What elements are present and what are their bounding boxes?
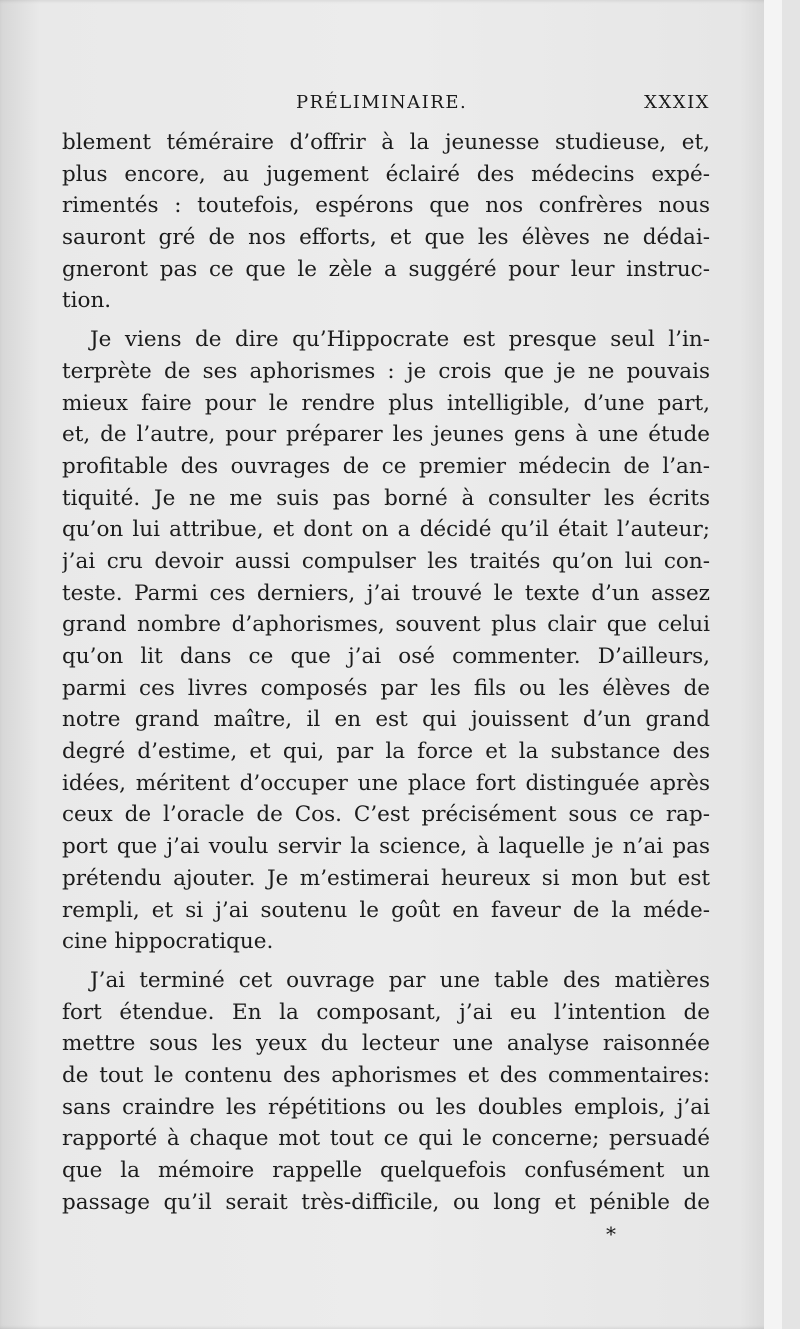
text-line: de tout le contenu des aphorismes et des commentaires:	[62, 1062, 710, 1088]
text-line: grand nombre d’aphorismes, souvent plus clair que celui	[62, 612, 710, 638]
paragraph-3	[62, 965, 710, 1219]
text-line: sauront gré de nos efforts, et que les élèves ne dédai-	[62, 225, 710, 251]
text-line: teste. Parmi ces derniers, j’ai trouvé le texte d’un assez	[62, 580, 710, 606]
text-line: cine hippocratique.	[62, 929, 274, 955]
text-line: terprète de ses aphorismes : je crois que je ne pouvais	[62, 358, 710, 384]
page-number: XXXIX	[644, 92, 710, 113]
text-line: Je viens de dire qu’Hippocrate est presque seul l’in-	[90, 327, 710, 353]
text-line: ceux de l’oracle de Cos. C’est précisément sous ce rap-	[62, 802, 710, 828]
text-line: passage qu’il serait très-difficile, ou long et pénible de	[62, 1189, 710, 1215]
text-line: degré d’estime, et qui, par la force et la substance des	[62, 739, 710, 765]
text-line: qu’on lui attribue, et dont on a décidé qu’il était l’auteur;	[62, 517, 710, 543]
text-line: gneront pas ce que le zèle a suggéré pour leur instruc-	[62, 256, 710, 282]
text-line: idées, méritent d’occuper une place fort distinguée après	[62, 770, 710, 796]
text-line: parmi ces livres composés par les fils ou les élèves de	[62, 675, 710, 701]
text-line: et, de l’autre, pour préparer les jeunes gens à une étude	[62, 422, 710, 448]
text-line: profitable des ouvrages de ce premier médecin de l’an-	[62, 453, 710, 479]
page-edge	[764, 0, 782, 1329]
text-line: blement téméraire d’offrir à la jeunesse studieuse, et,	[62, 130, 710, 155]
page-header	[62, 92, 710, 122]
text-line: rimentés : toutefois, espérons que nos confrères nous	[62, 193, 710, 219]
running-title: PRÉLIMINAIRE.	[296, 92, 468, 113]
paragraph-2	[62, 324, 710, 958]
paragraph-1	[62, 127, 710, 317]
body-text	[62, 127, 710, 1225]
text-line: port que j’ai voulu servir la science, à laquelle je n’ai pas	[62, 834, 710, 860]
signature-mark: *	[606, 1222, 616, 1246]
text-line: qu’on lit dans ce que j’ai osé commenter. D’ailleurs,	[62, 644, 710, 669]
text-line: mieux faire pour le rendre plus intelligible, d’une part,	[62, 390, 710, 416]
text-line: que la mémoire rappelle quelquefois confusément un	[62, 1158, 710, 1183]
text-line: j’ai cru devoir aussi compulser les traités qu’on lui con-	[62, 548, 710, 574]
text-line: tion.	[62, 288, 112, 314]
text-line: sans craindre les répétitions ou les doubles emplois, j’ai	[62, 1094, 710, 1120]
text-line: tiquité. Je ne me suis pas borné à consulter les écrits	[62, 485, 710, 511]
text-line: rapporté à chaque mot tout ce qui le concerne; persuadé	[62, 1126, 710, 1152]
text-line: mettre sous les yeux du lecteur une analyse raisonnée	[62, 1031, 710, 1057]
text-line: notre grand maître, il en est qui jouissent d’un grand	[62, 707, 710, 733]
text-line: fort étendue. En la composant, j’ai eu l’intention de	[62, 999, 710, 1025]
text-line: plus encore, au jugement éclairé des médecins expé-	[62, 161, 710, 187]
text-line: rempli, et si j’ai soutenu le goût en faveur de la méde-	[62, 897, 710, 923]
text-line: J’ai terminé cet ouvrage par une table des matières	[90, 967, 710, 993]
text-line: prétendu ajouter. Je m’estimerai heureux si mon but est	[62, 865, 710, 891]
